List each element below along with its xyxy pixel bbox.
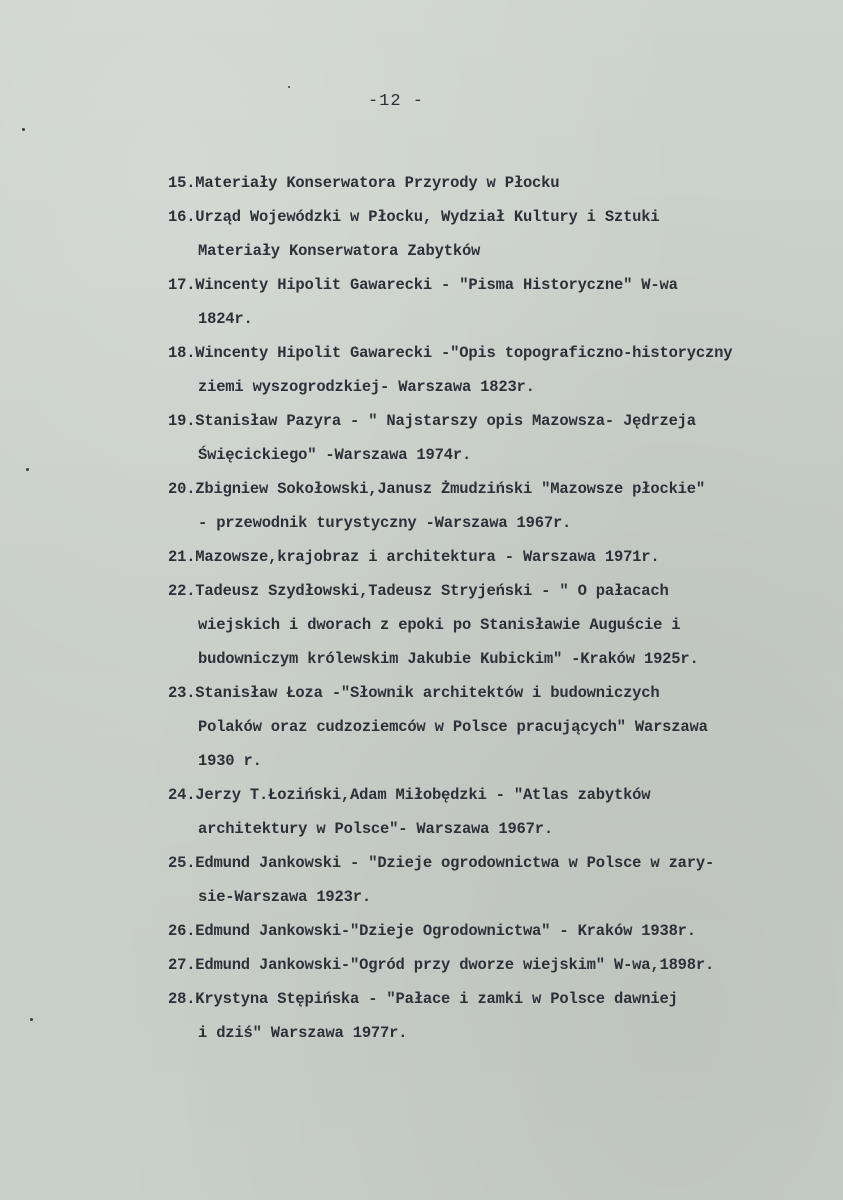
bibliography-entry xyxy=(168,846,833,914)
bibliography-entry xyxy=(168,676,833,778)
bibliography-entry xyxy=(168,914,833,948)
entry-line: 17.Wincenty Hipolit Gawarecki - "Pisma Historyczne" W-wa xyxy=(168,276,678,294)
paper-speck xyxy=(288,86,290,88)
entry-line: 20.Zbigniew Sokołowski,Janusz Żmudziński "Mazowsze płockie" xyxy=(168,480,705,498)
bibliography-entry xyxy=(168,948,833,982)
entry-line: 27.Edmund Jankowski-"Ogród przy dworze wiejskim" W-wa,1898r. xyxy=(168,956,715,974)
entry-line: 16.Urząd Wojewódzki w Płocku, Wydział Kultury i Sztuki xyxy=(168,208,660,226)
entry-line: wiejskich i dworach z epoki po Stanisławie Auguście i xyxy=(198,616,681,634)
paper-speck xyxy=(30,1018,33,1021)
entry-line: 18.Wincenty Hipolit Gawarecki -"Opis topograficzno-historyczny xyxy=(168,344,733,362)
bibliography-entry xyxy=(168,336,833,404)
entry-line: 22.Tadeusz Szydłowski,Tadeusz Stryjeński - " O pałacach xyxy=(168,582,669,600)
entry-line: 15.Materiały Konserwatora Przyrody w Płocku xyxy=(168,174,560,192)
entry-line: i dziś" Warszawa 1977r. xyxy=(198,1024,408,1042)
entry-line: 26.Edmund Jankowski-"Dzieje Ogrodownictwa" - Kraków 1938r. xyxy=(168,922,696,940)
bibliography-entry xyxy=(168,778,833,846)
entry-line: 21.Mazowsze,krajobraz i architektura - Warszawa 1971r. xyxy=(168,548,660,566)
entry-line: 1824r. xyxy=(198,310,253,328)
entry-line: 23.Stanisław Łoza -"Słownik architektów i budowniczych xyxy=(168,684,660,702)
entry-line: - przewodnik turystyczny -Warszawa 1967r. xyxy=(198,514,572,532)
bibliography-entry xyxy=(168,472,833,540)
bibliography-entry xyxy=(168,540,833,574)
paper-speck xyxy=(22,128,25,131)
bibliography-entry xyxy=(168,982,833,1050)
page-number: -12 - xyxy=(367,92,424,111)
entry-line: 1930 r. xyxy=(198,752,262,770)
bibliography-entry xyxy=(168,166,833,200)
entry-line: sie-Warszawa 1923r. xyxy=(198,888,371,906)
bibliography-entry xyxy=(168,404,833,472)
entry-line: 25.Edmund Jankowski - "Dzieje ogrodownictwa w Polsce w zary- xyxy=(168,854,715,872)
entry-line: Polaków oraz cudzoziemców w Polsce pracujących" Warszawa xyxy=(198,718,708,736)
bibliography-entry xyxy=(168,200,833,268)
entry-line: architektury w Polsce"- Warszawa 1967r. xyxy=(198,820,553,838)
entry-line: Święcickiego" -Warszawa 1974r. xyxy=(198,446,472,464)
entry-line: 28.Krystyna Stępińska - "Pałace i zamki w Polsce dawniej xyxy=(168,990,678,1008)
entry-line: budowniczym królewskim Jakubie Kubickim" -Kraków 1925r. xyxy=(198,650,699,668)
entry-line: 24.Jerzy T.Łoziński,Adam Miłobędzki - "Atlas zabytków xyxy=(168,786,651,804)
bibliography-entry xyxy=(168,268,833,336)
bibliography-list xyxy=(168,166,833,1050)
entry-line: Materiały Konserwatora Zabytków xyxy=(198,242,481,260)
paper-speck xyxy=(26,468,29,471)
entry-line: 19.Stanisław Pazyra - " Najstarszy opis Mazowsza- Jędrzeja xyxy=(168,412,696,430)
entry-line: ziemi wyszogrodzkiej- Warszawa 1823r. xyxy=(198,378,535,396)
bibliography-entry xyxy=(168,574,833,676)
